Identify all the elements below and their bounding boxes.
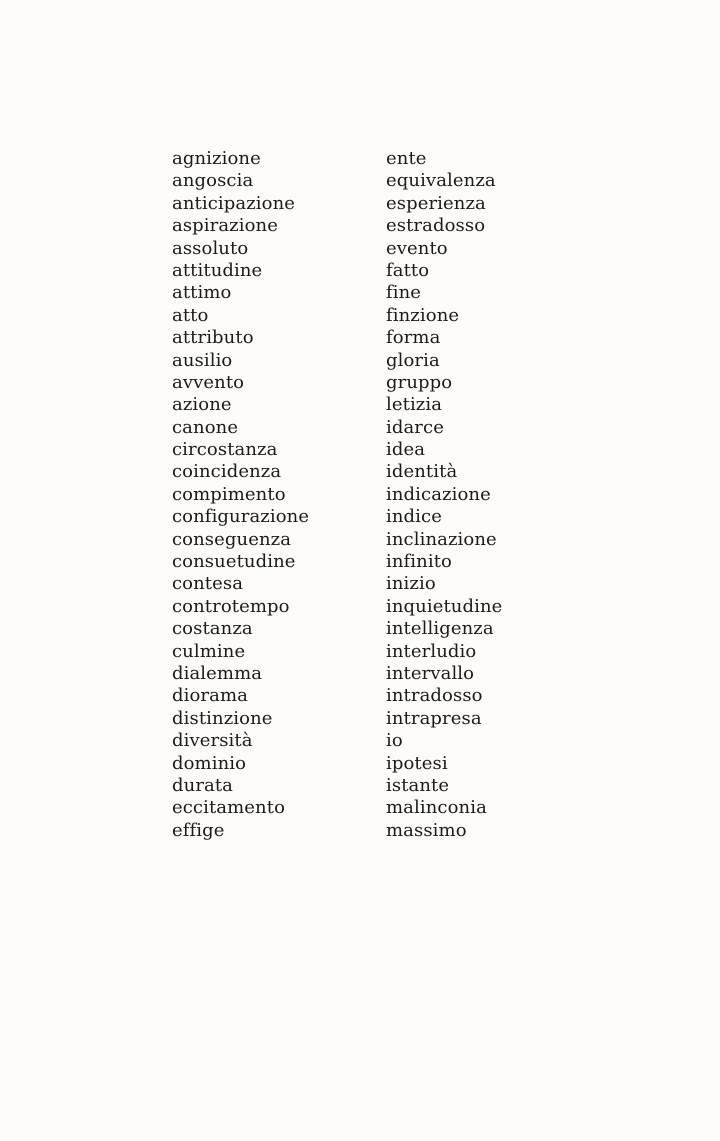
word-entry: attributo [172,327,254,349]
word-entry: evento [386,237,448,259]
word-entry: idarce [386,416,444,438]
word-entry: configurazione [172,506,310,528]
word-entry: diorama [172,685,248,707]
word-entry: coincidenza [172,461,282,483]
word-entry: intrapresa [386,707,482,729]
word-entry: finzione [386,304,460,326]
word-entry: malinconia [386,797,487,819]
word-entry: intelligenza [386,618,494,640]
word-entry: letizia [386,394,443,416]
word-entry: controtempo [172,595,290,617]
right-word-column [386,148,502,842]
word-entry: intradosso [386,685,483,707]
word-entry: consuetudine [172,551,296,573]
word-entry: avvento [172,371,245,393]
word-entry: ipotesi [386,752,448,774]
word-entry: attimo [172,282,232,304]
word-entry: durata [172,774,234,796]
word-entry: atto [172,304,209,326]
left-word-column [172,148,309,842]
word-entry: azione [172,394,232,416]
word-entry: estradosso [386,215,486,237]
word-entry: costanza [172,618,253,640]
word-entry: attitudine [172,259,263,281]
word-entry: conseguenza [172,528,292,550]
word-entry: compimento [172,483,286,505]
word-entry: gruppo [386,371,453,393]
word-entry: io [386,730,403,752]
word-entry: istante [386,774,450,796]
word-entry: massimo [386,819,467,841]
word-entry: indice [386,506,442,528]
word-entry: inclinazione [386,528,497,550]
word-entry: ente [386,148,427,169]
word-entry: inquietudine [386,595,503,617]
word-entry: identità [386,461,458,483]
word-entry: distinzione [172,707,273,729]
word-entry: anticipazione [172,192,296,214]
word-entry: equivalenza [386,170,496,192]
word-entry: diversità [172,730,253,752]
word-entry: aspirazione [172,215,279,237]
word-entry: agnizione [172,148,261,169]
word-entry: dialemma [172,662,263,684]
word-entry: interludio [386,640,477,662]
word-entry: fine [386,282,422,304]
word-entry: effige [172,819,225,841]
word-entry: forma [386,327,441,349]
word-entry: angoscia [172,170,254,192]
word-entry: indicazione [386,483,491,505]
word-entry: intervallo [386,662,475,684]
word-entry: esperienza [386,192,486,214]
word-entry: inizio [386,573,436,595]
word-entry: circostanza [172,439,278,461]
word-entry: canone [172,416,239,438]
word-entry: infinito [386,551,452,573]
word-entry: eccitamento [172,797,286,819]
word-entry: gloria [386,349,440,371]
word-entry: ausilio [172,349,233,371]
word-entry: idea [386,439,426,461]
word-entry: contesa [172,573,244,595]
word-entry: culmine [172,640,246,662]
word-entry: fatto [386,259,430,281]
word-entry: assoluto [172,237,249,259]
word-entry: dominio [172,752,247,774]
